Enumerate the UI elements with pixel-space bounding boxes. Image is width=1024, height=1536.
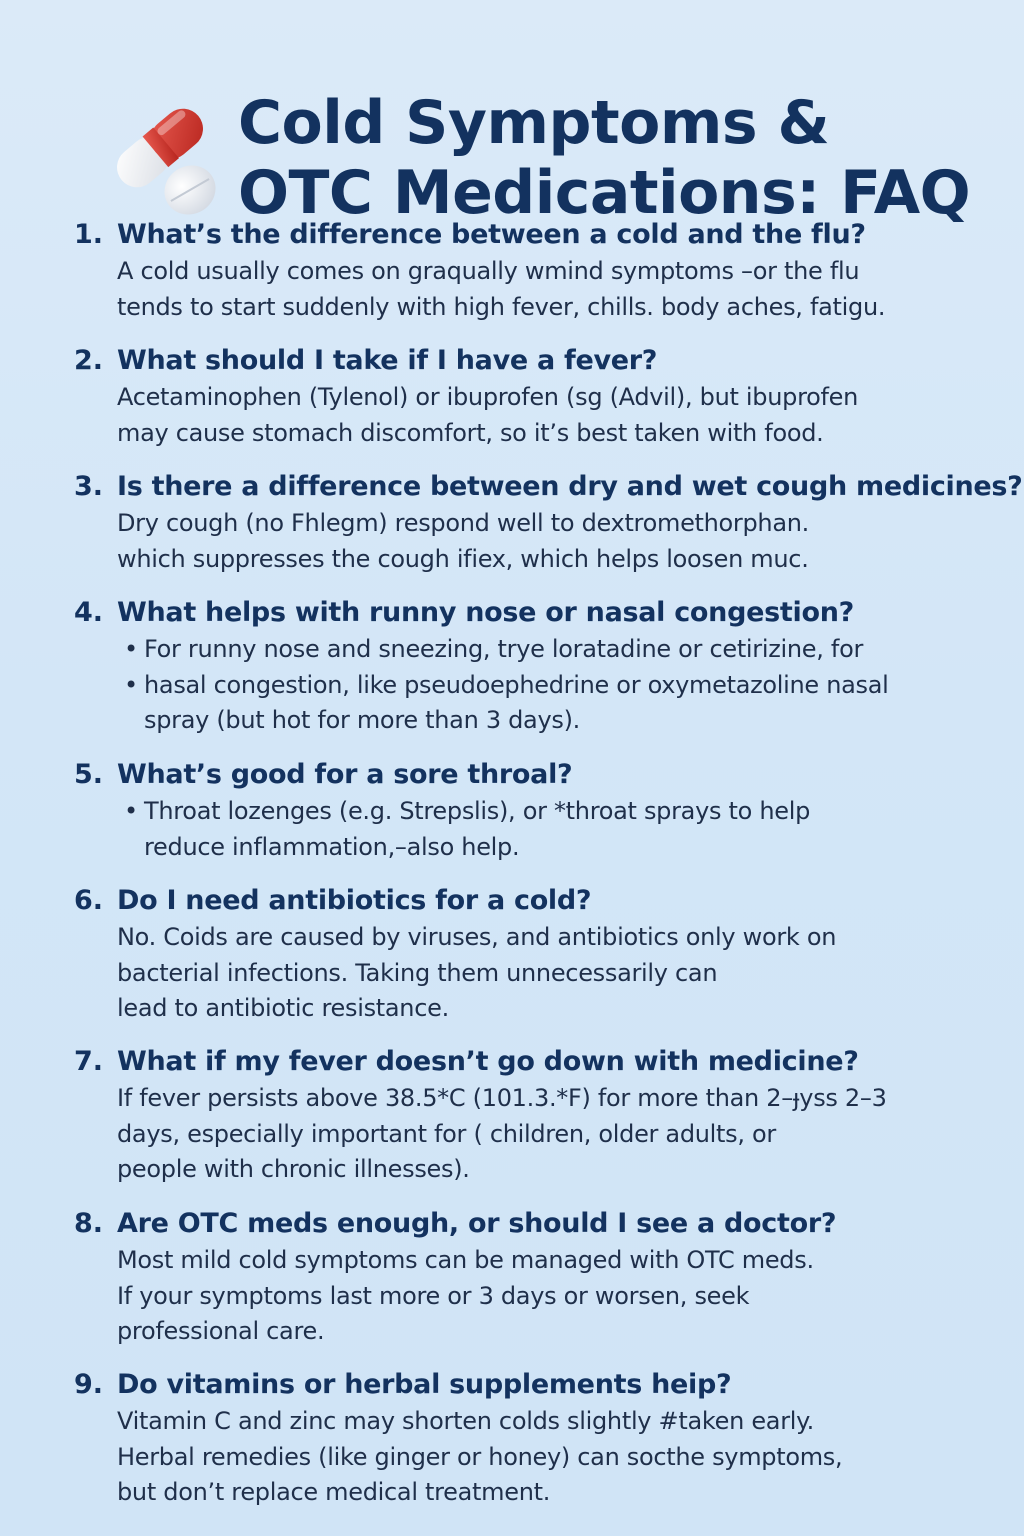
faq-answer-bullets bbox=[124, 794, 810, 865]
answer-line: but don’t replace medical treatment. bbox=[117, 1478, 551, 1506]
capsule-and-tablet-icon bbox=[108, 90, 228, 220]
faq-answer bbox=[117, 1243, 977, 1350]
bullet-line bbox=[124, 668, 889, 704]
faq-question: Are OTC meds enough, or should I see a doctor? bbox=[117, 1208, 837, 1239]
answer-line: days, especially important for ( children, older adults, or bbox=[117, 1119, 776, 1148]
faq-answer bbox=[117, 920, 977, 1027]
faq-question: Is there a difference between dry and wet cough medicines? bbox=[117, 471, 1023, 502]
faq-question: What should I take if I have a fever? bbox=[117, 345, 658, 376]
bullet-text: reduce inflammation,–also help. bbox=[144, 832, 520, 861]
answer-line: lead to antibiotic resistance. bbox=[117, 994, 449, 1022]
answer-line: Most mild cold symptoms can be managed with OTC meds. bbox=[117, 1246, 814, 1274]
title-line-2: OTC Medications: FAQ bbox=[238, 158, 971, 228]
answer-line: people with chronic illnesses). bbox=[117, 1155, 470, 1183]
page-title bbox=[238, 88, 970, 228]
faq-number: 5. bbox=[74, 759, 104, 790]
faq-number: 6. bbox=[74, 885, 104, 916]
bullet-line bbox=[124, 703, 889, 739]
faq-number: 8. bbox=[74, 1208, 104, 1239]
answer-line: If your symptoms last more or 3 days or worsen, seek bbox=[117, 1281, 750, 1310]
bullet-line bbox=[124, 632, 889, 668]
faq-question: What’s the difference between a cold and the flu? bbox=[117, 219, 866, 250]
answer-line: Vitamin C and zinc may shorten colds slightly #taken early. bbox=[117, 1407, 814, 1435]
faq-answer bbox=[117, 380, 977, 451]
faq-number: 2. bbox=[74, 345, 104, 376]
faq-number: 7. bbox=[74, 1046, 104, 1077]
faq-number: 1. bbox=[74, 219, 104, 250]
answer-line: tends to start suddenly with high fever, chills. body aches, fatigu. bbox=[117, 292, 886, 321]
faq-answer-bullets bbox=[124, 632, 889, 739]
answer-line: bacterial infections. Taking them unnecessarily can bbox=[117, 958, 718, 987]
bullet-line bbox=[124, 794, 810, 830]
faq-number: 3. bbox=[74, 471, 104, 502]
bullet-dot: • bbox=[124, 797, 138, 825]
bullet-text: spray (but hot for more than 3 days). bbox=[144, 706, 580, 734]
header bbox=[0, 40, 1024, 228]
faq-number: 9. bbox=[74, 1369, 104, 1400]
faq-number: 4. bbox=[74, 597, 104, 628]
answer-line: which suppresses the cough ifiex, which helps loosen muc. bbox=[117, 544, 809, 573]
answer-line: No. Coids are caused by viruses, and antibiotics only work on bbox=[117, 923, 837, 951]
bullet-text: Throat lozenges (e.g. Strepslis), or *throat sprays to help bbox=[144, 797, 811, 825]
answer-line: may cause stomach discomfort, so it’s best taken with food. bbox=[117, 418, 824, 447]
faq-question: Do I need antibiotics for a cold? bbox=[117, 885, 592, 916]
faq-question: What if my fever doesn’t go down with medicine? bbox=[117, 1046, 859, 1077]
bullet-text: For runny nose and sneezing, trye loratadine or cetirizine, for bbox=[144, 635, 864, 663]
bullet-dot: • bbox=[124, 670, 138, 699]
title-line-1: Cold Symptoms & bbox=[238, 88, 830, 158]
bullet-text: hasal congestion, like pseudoephedrine or oxymetazoline nasal bbox=[144, 670, 889, 699]
bullet-line bbox=[124, 830, 810, 866]
faq-question: Do vitamins or herbal supplements heip? bbox=[117, 1369, 732, 1400]
answer-line: A cold usually comes on graqually wmind symptoms –or the flu bbox=[117, 257, 860, 285]
faq-question: What helps with runny nose or nasal congestion? bbox=[117, 597, 855, 628]
faq-question: What’s good for a sore throal? bbox=[117, 759, 573, 790]
faq-answer bbox=[117, 1081, 977, 1188]
faq-answer bbox=[117, 254, 977, 325]
faq-answer bbox=[117, 506, 977, 577]
faq-answer bbox=[117, 1404, 977, 1511]
answer-line: Acetaminophen (Tylenol) or ibuprofen (sg (Advil), but ibuprofen bbox=[117, 383, 859, 411]
answer-line: professional care. bbox=[117, 1317, 325, 1345]
answer-line: Herbal remedies (like ginger or honey) can socthe symptoms, bbox=[117, 1442, 843, 1471]
bullet-dot: • bbox=[124, 635, 138, 663]
answer-line: If fever persists above 38.5*C (101.3.*F) for more than 2–ɟyss 2–3 bbox=[117, 1084, 887, 1112]
answer-line: Dry cough (no Fhlegm) respond well to dextromethorphan. bbox=[117, 509, 809, 537]
